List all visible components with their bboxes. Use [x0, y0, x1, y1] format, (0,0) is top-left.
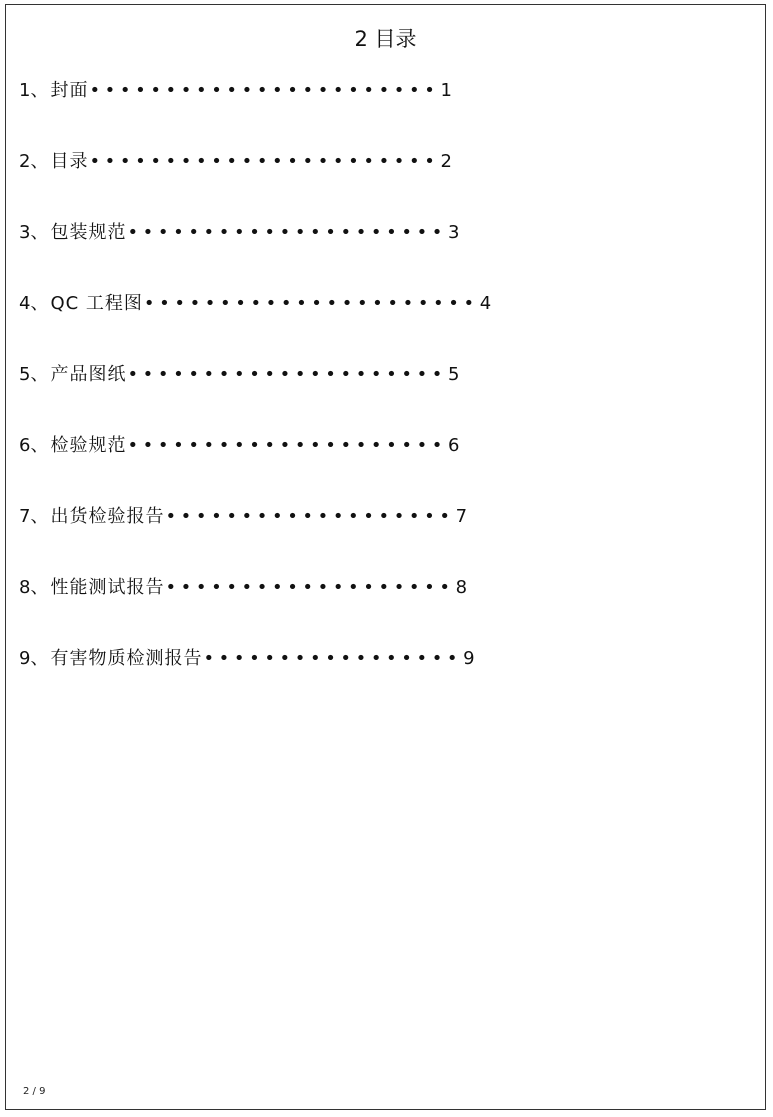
- toc-entry-inspection-spec[interactable]: [19, 432, 491, 503]
- toc-entry-packaging-spec[interactable]: [19, 219, 491, 290]
- toc-page-number: 3: [448, 222, 460, 243]
- toc-page-number: 1: [440, 80, 452, 101]
- toc-entry-number: 8: [19, 577, 31, 598]
- toc-entry-qc-process-chart[interactable]: [19, 290, 491, 361]
- toc-page-number: 7: [455, 506, 468, 527]
- page-counter: 2 / 9: [23, 1086, 46, 1097]
- toc-entry-label: QC 工程图: [50, 293, 143, 314]
- table-of-contents: [19, 77, 491, 716]
- toc-dot-leader: •••••••••••••••••: [203, 648, 463, 669]
- toc-entry-label: 目录: [50, 151, 89, 172]
- toc-entry-separator: 、: [30, 80, 49, 101]
- toc-entry-separator: 、: [30, 648, 49, 669]
- toc-entry-shipment-inspection-report[interactable]: [19, 503, 491, 574]
- toc-entry-number: 3: [19, 222, 31, 243]
- toc-entry-cover[interactable]: [19, 77, 491, 148]
- toc-dot-leader: •••••••••••••••••••: [165, 506, 455, 527]
- toc-entry-label: 产品图纸: [50, 364, 127, 385]
- toc-entry-separator: 、: [30, 293, 49, 314]
- toc-entry-separator: 、: [30, 577, 49, 598]
- toc-entry-label: 出货检验报告: [50, 506, 165, 527]
- toc-entry-number: 7: [19, 506, 31, 527]
- toc-entry-label: 封面: [50, 80, 89, 101]
- toc-page-number: 6: [448, 435, 460, 456]
- toc-entry-contents[interactable]: [19, 148, 491, 219]
- toc-entry-separator: 、: [30, 222, 49, 243]
- toc-entry-number: 5: [19, 364, 31, 385]
- toc-entry-hazardous-substance-report[interactable]: [19, 645, 491, 716]
- toc-entry-number: 1: [19, 80, 31, 101]
- page-title: 2 目录: [354, 27, 417, 51]
- toc-dot-leader: •••••••••••••••••••••••: [89, 151, 440, 172]
- toc-page-number: 4: [479, 293, 492, 314]
- toc-entry-number: 6: [19, 435, 31, 456]
- toc-entry-separator: 、: [30, 151, 49, 172]
- document-page: [5, 4, 766, 1110]
- toc-page-number: 9: [463, 648, 475, 669]
- toc-dot-leader: •••••••••••••••••••••: [127, 222, 448, 243]
- toc-dot-leader: •••••••••••••••••••: [165, 577, 455, 598]
- toc-page-number: 8: [455, 577, 468, 598]
- toc-entry-number: 9: [19, 648, 31, 669]
- toc-dot-leader: •••••••••••••••••••••: [127, 435, 448, 456]
- toc-entry-label: 检验规范: [50, 435, 127, 456]
- toc-entry-separator: 、: [30, 435, 49, 456]
- toc-dot-leader: ••••••••••••••••••••••: [143, 293, 479, 314]
- toc-entry-performance-test-report[interactable]: [19, 574, 491, 645]
- toc-entry-product-drawings[interactable]: [19, 361, 491, 432]
- toc-entry-number: 4: [19, 293, 31, 314]
- toc-entry-separator: 、: [30, 506, 49, 527]
- toc-entry-label: 性能测试报告: [50, 577, 165, 598]
- toc-entry-label: 包装规范: [50, 222, 127, 243]
- toc-entry-label: 有害物质检测报告: [50, 648, 203, 669]
- toc-entry-separator: 、: [30, 364, 49, 385]
- toc-entry-number: 2: [19, 151, 31, 172]
- toc-page-number: 2: [440, 151, 452, 172]
- toc-page-number: 5: [448, 364, 460, 385]
- toc-dot-leader: •••••••••••••••••••••••: [89, 80, 440, 101]
- toc-dot-leader: •••••••••••••••••••••: [127, 364, 448, 385]
